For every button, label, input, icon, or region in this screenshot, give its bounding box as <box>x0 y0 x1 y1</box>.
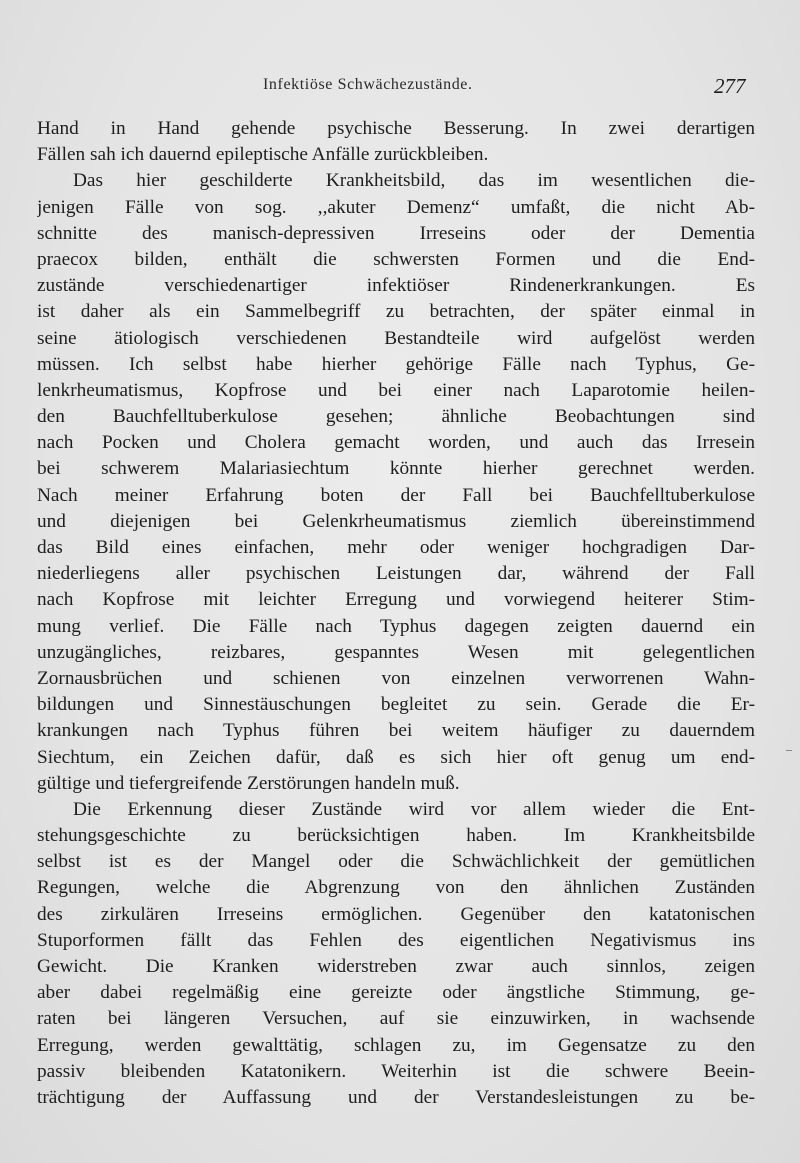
text-line: zustände verschiedenartiger infektiöser Rindenerkrankungen. Es <box>37 275 755 297</box>
text-line: Regungen, welche die Abgrenzung von den ähnlichen Zuständen <box>37 877 755 899</box>
text-line: praecox bilden, enthält die schwersten Formen und die End- <box>37 248 755 270</box>
text-line: Das hier geschilderte Krankheitsbild, das im wesentlichen die- <box>73 170 755 192</box>
text-line: lenkrheumatismus, Kopfrose und bei einer nach Laparotomie heilen- <box>37 379 755 401</box>
text-line: mung verlief. Die Fälle nach Typhus dagegen zeigten dauernd ein <box>37 615 755 637</box>
text-line: nach Pocken und Cholera gemacht worden, und auch das Irresein <box>37 432 755 454</box>
text-line: Hand in Hand gehende psychische Besserung. In zwei derartigen <box>37 118 755 139</box>
text-line: raten bei längeren Versuchen, auf sie einzuwirken, in wachsende <box>37 1008 755 1030</box>
text-line: krankungen nach Typhus führen bei weitem häufiger zu dauerndem <box>37 720 755 742</box>
text-line: passiv bleibenden Katatonikern. Weiterhin ist die schwere Beein- <box>37 1060 755 1082</box>
page-header <box>0 76 800 102</box>
text-line: bildungen und Sinnestäuschungen begleitet zu sein. Gerade die Er- <box>37 694 755 716</box>
text-line: selbst ist es der Mangel oder die Schwächlichkeit der gemütlichen <box>37 851 755 873</box>
running-title: Infektiöse Schwächezustände. <box>263 76 473 93</box>
text-line: Erregung, werden gewalttätig, schlagen zu, im Gegensatze zu den <box>37 1034 755 1056</box>
text-line: trächtigung der Auffassung und der Verstandesleistungen zu be- <box>37 1086 755 1108</box>
text-line: gültige und tiefergreifende Zerstörungen handeln muß. <box>37 772 460 794</box>
text-line: und diejenigen bei Gelenkrheumatismus ziemlich übereinstimmend <box>37 510 755 532</box>
body-text <box>37 116 755 1111</box>
text-line: Fällen sah ich dauernd epileptische Anfälle zurückbleiben. <box>37 144 489 166</box>
text-line: Zornausbrüchen und schienen von einzelnen verworrenen Wahn- <box>37 667 755 689</box>
text-line: müssen. Ich selbst habe hierher gehörige Fälle nach Typhus, Ge- <box>37 353 755 375</box>
text-line: des zirkulären Irreseins ermöglichen. Gegenüber den katatonischen <box>37 903 755 925</box>
margin-mark <box>786 750 792 751</box>
text-line: schnitte des manisch-depressiven Irreseins oder der Dementia <box>37 222 755 244</box>
text-line: Die Erkennung dieser Zustände wird vor allem wieder die Ent- <box>73 798 755 820</box>
text-line: niederliegens aller psychischen Leistungen dar, während der Fall <box>37 563 755 585</box>
text-line: jenigen Fälle von sog. ,,akuter Demenz“ umfaßt, die nicht Ab- <box>37 196 755 218</box>
text-line: stehungsgeschichte zu berücksichtigen haben. Im Krankheitsbilde <box>37 825 755 847</box>
text-line: Siechtum, ein Zeichen dafür, daß es sich hier oft genug um end- <box>37 746 755 768</box>
text-line: Gewicht. Die Kranken widerstreben zwar auch sinnlos, zeigen <box>37 956 755 977</box>
text-line: den Bauchfelltuberkulose gesehen; ähnliche Beobachtungen sind <box>37 406 755 428</box>
text-line: unzugängliches, reizbares, gespanntes Wesen mit gelegentlichen <box>37 641 755 663</box>
text-line: Stuporformen fällt das Fehlen des eigentlichen Negativismus ins <box>37 929 755 951</box>
text-line: seine ätiologisch verschiedenen Bestandteile wird aufgelöst werden <box>37 327 755 349</box>
text-line: Nach meiner Erfahrung boten der Fall bei Bauchfelltuberkulose <box>37 484 755 506</box>
text-line: ist daher als ein Sammelbegriff zu betrachten, der später einmal in <box>37 301 755 323</box>
text-line: nach Kopfrose mit leichter Erregung und vorwiegend heiterer Stim- <box>37 589 755 611</box>
text-line: aber dabei regelmäßig eine gereizte oder ängstliche Stimmung, ge- <box>37 982 755 1004</box>
text-line: bei schwerem Malariasiechtum könnte hierher gerechnet werden. <box>37 458 755 480</box>
page-number: 277 <box>714 74 746 98</box>
text-line: das Bild eines einfachen, mehr oder weniger hochgradigen Dar- <box>37 537 755 558</box>
